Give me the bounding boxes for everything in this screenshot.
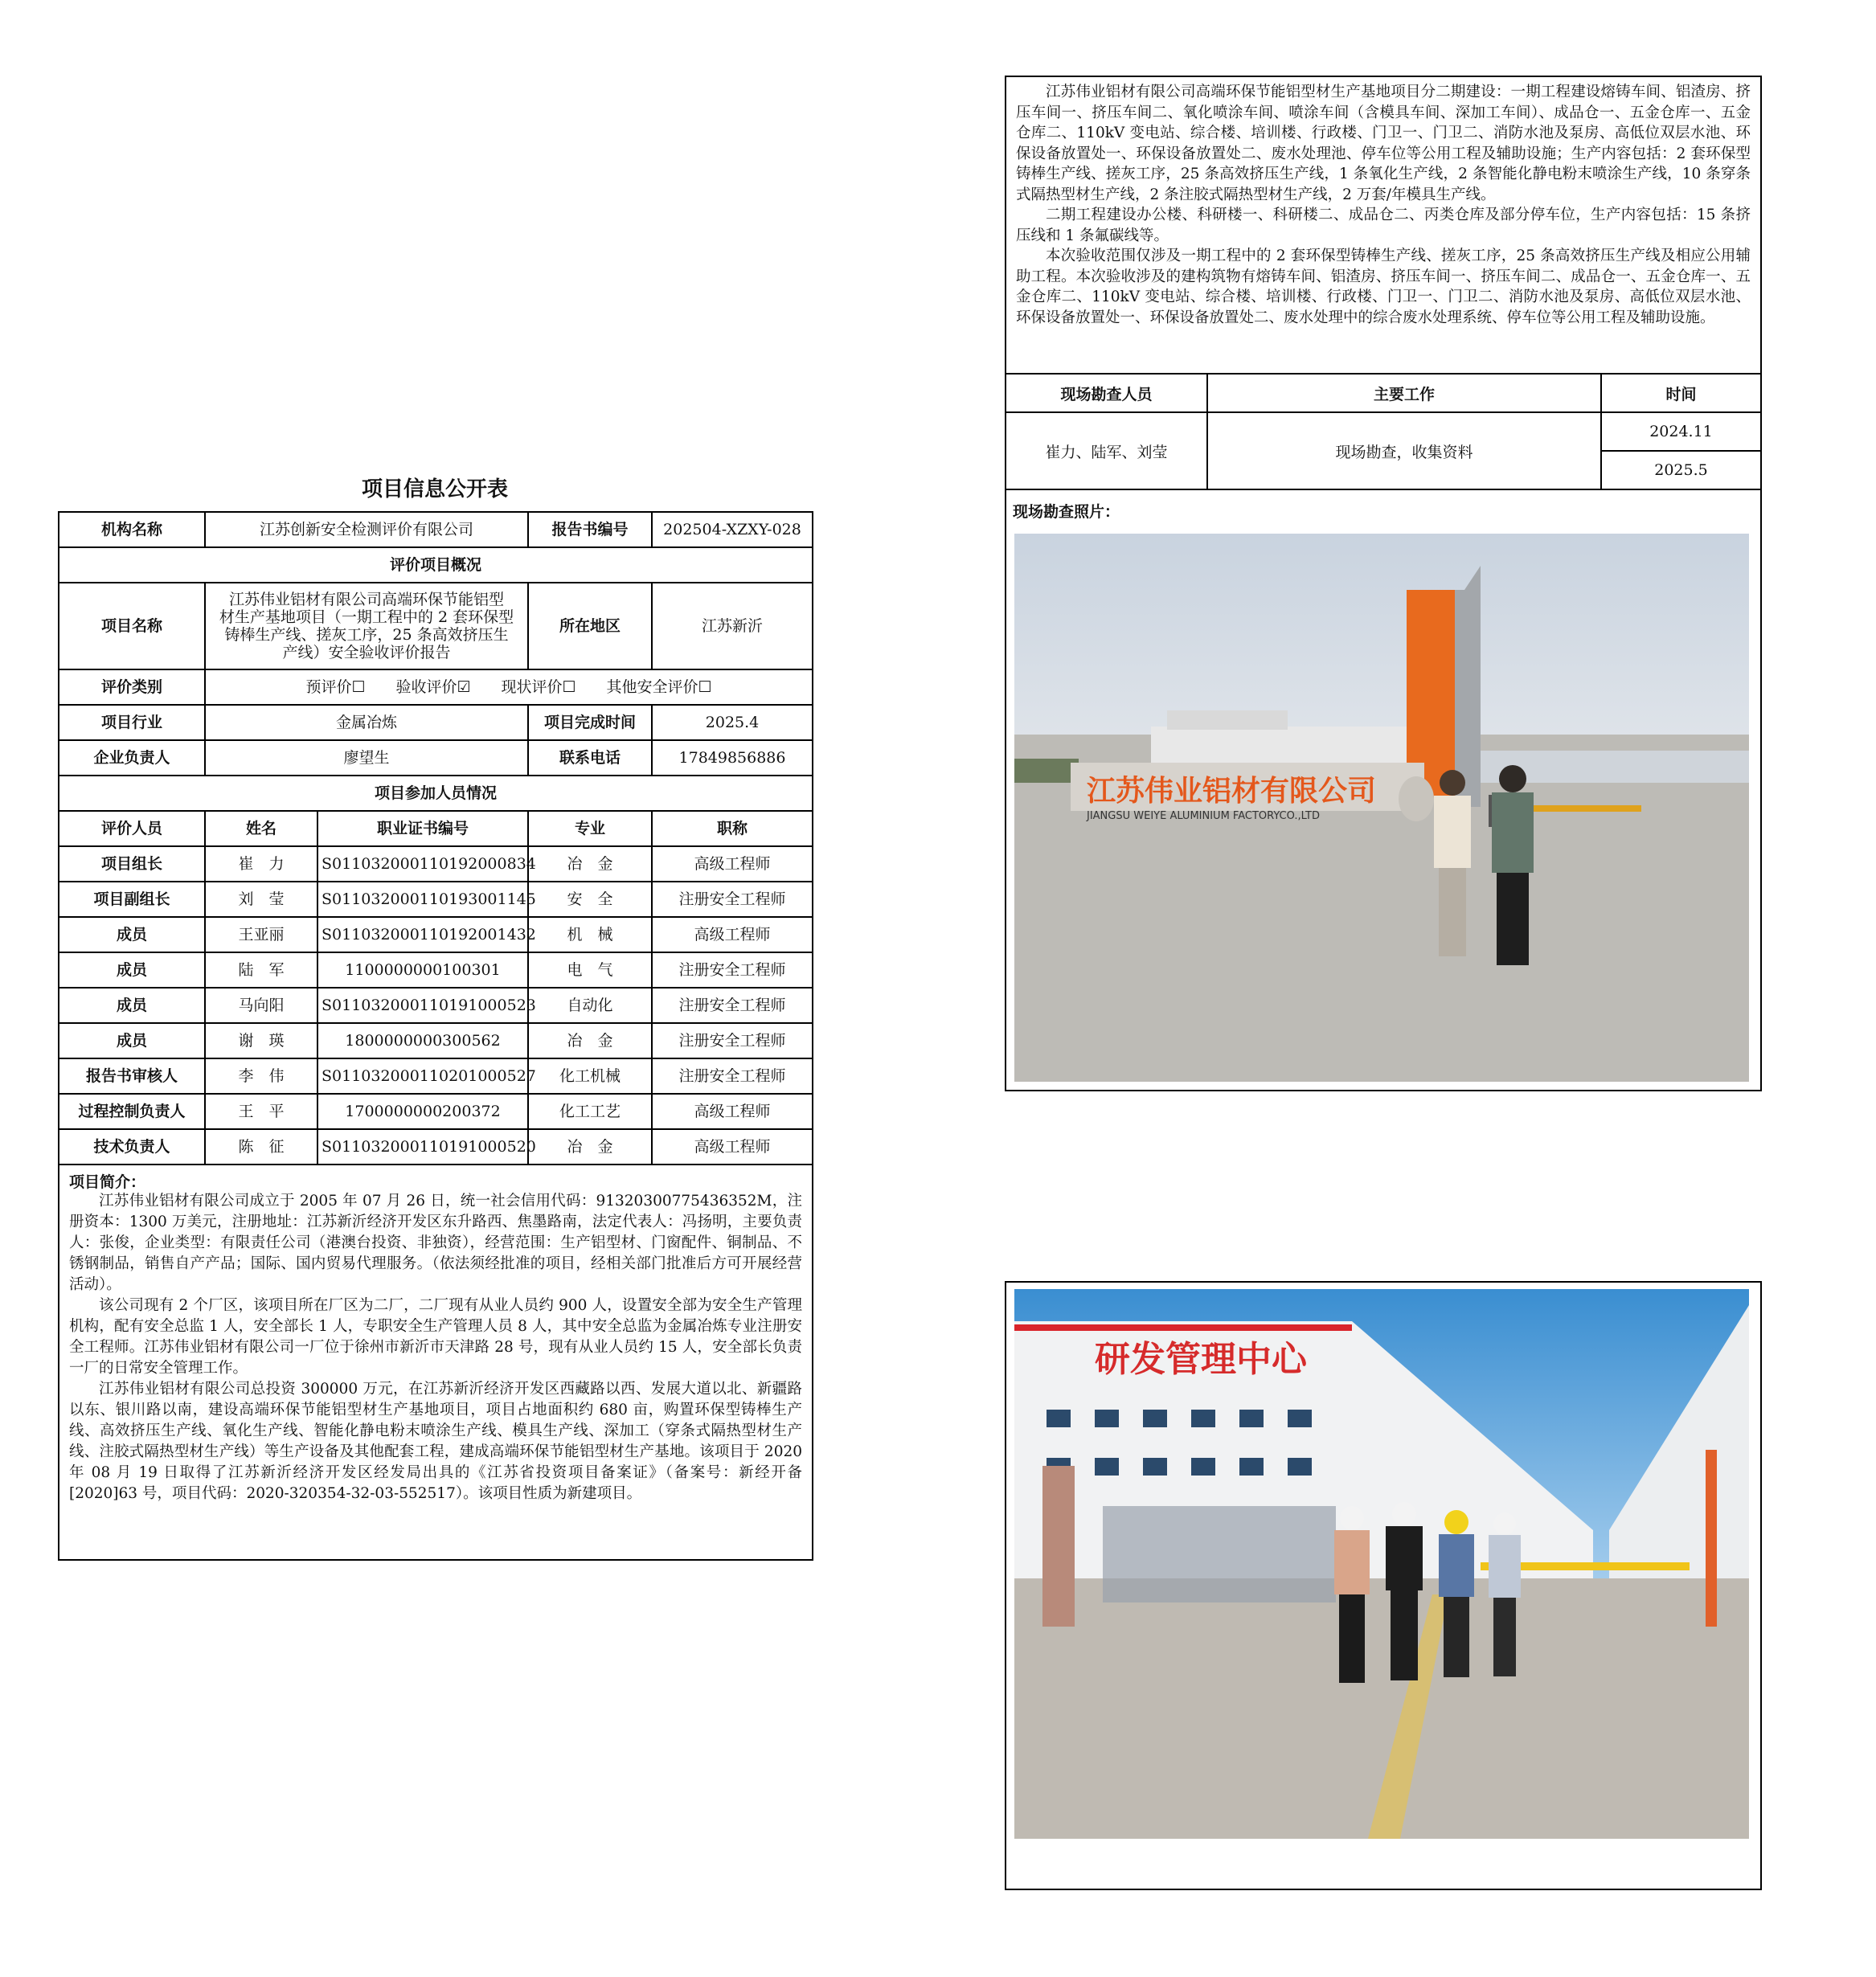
cell: 注册安全工程师 (652, 1023, 813, 1058)
report-no-label: 报告书编号 (528, 512, 652, 547)
factory-sign-text: 江苏伟业铝材有限公司 (1087, 775, 1377, 808)
table-row (59, 1023, 813, 1058)
cell: 1100000000100301 (317, 952, 528, 988)
intro-paragraph: 江苏伟业铝材有限公司成立于 2005 年 07 月 26 日，统一社会信用代码：91320300775436352M，注册资本：1300 万美元，注册地址：江苏新沂经济开发区东升路西、焦墨路南，法定代表人：冯扬明，主要负责人：张俊，企业类型：有限责任公司（港澳台投资、非独资），经营范围：生产铝型材、门窗配件、铜制品、不锈钢制品，销售自产产品；国际、国内贸易代理服务。（依法须经批准的项目，经相关部门批准后方可开展经营活动）。 (69, 1193, 803, 1293)
project-name-label: 项目名称 (59, 583, 205, 669)
cell: 冶 金 (528, 1129, 652, 1165)
cell: 高级工程师 (652, 1094, 813, 1129)
industry-label: 项目行业 (59, 705, 205, 740)
survey-date: 2024.11 (1601, 412, 1760, 451)
personnel-header: 项目参加人员情况 (59, 776, 813, 811)
cell: 王亚丽 (205, 917, 317, 952)
cell: 注册安全工程师 (652, 1058, 813, 1094)
col-name: 姓名 (205, 811, 317, 846)
col-role: 评价人员 (59, 811, 205, 846)
description-paragraph: 江苏伟业铝材有限公司高端环保节能铝型材生产基地项目分二期建设：一期工程建设熔铸车间、铝渣房、挤压车间一、挤压车间二、氧化喷涂车间、喷涂车间（含模具车间、深加工车间）、成品仓一、五金仓库一、五金仓库二、110kV 变电站、综合楼、培训楼、行政楼、门卫一、门卫二、消防水池及泵房、高低位双层水池、环保设备放置处一、环保设备放置处二、废水处理池、停车位等公用工程及辅助设施；生产内容包括：2 套环保型铸棒生产线、搓灰工序，25 条高效挤压生产线，1 条氧化生产线，2 条智能化静电粉末喷涂生产线，10 条穿条式隔热型材生产线，2 条注胶式隔热型材生产线，2 万套/年模具生产线。 (1016, 84, 1751, 203)
cell: 1700000000200372 (317, 1094, 528, 1129)
cell: 化工机械 (528, 1058, 652, 1094)
intro-title: 项目简介： (69, 1173, 146, 1191)
category-label: 评价类别 (59, 669, 205, 705)
col-title: 职称 (652, 811, 813, 846)
category-options: 预评价☐ 验收评价☑ 现状评价☐ 其他安全评价☐ (205, 669, 813, 705)
survey-box (1005, 76, 1762, 1091)
cell: 安 全 (528, 882, 652, 917)
cell: 李 伟 (205, 1058, 317, 1094)
table-row (59, 882, 813, 917)
person-figure (1439, 1510, 1474, 1677)
intro-paragraph: 江苏伟业铝材有限公司总投资 300000 万元，在江苏新沂经济开发区西藏路以西、发展大道以北、新疆路以东、银川路以南，建设高端环保节能铝型材生产基地项目，项目占地面积约 680 亩，购置环保型铸棒生产线、高效挤压生产线、氧化生产线、智能化静电粉末喷涂生产线、模具生产线、深加工（穿条式隔热型材生产线、注胶式隔热型材生产线）等生产设备及其他配套工程，建成高端环保节能铝型材生产基地。该项目于 2020 年 08 月 19 日取得了江苏新沂经济开发区经发局出具的《江苏省投资项目备案证》（备案号：新经开备[2020]63 号，项目代码：2020-320354-32-03-552517）。该项目性质为新建项目。 (69, 1381, 803, 1502)
cell: 电 气 (528, 952, 652, 988)
table-row (59, 917, 813, 952)
cell: 刘 莹 (205, 882, 317, 917)
cell: 冶 金 (528, 846, 652, 882)
location: 江苏新沂 (652, 583, 813, 669)
manager: 廖望生 (205, 740, 528, 776)
photos-label: 现场勘查照片： (1013, 503, 1120, 521)
col-major: 专业 (528, 811, 652, 846)
industry: 金属冶炼 (205, 705, 528, 740)
cell: 陆 军 (205, 952, 317, 988)
person-figure (1386, 1502, 1423, 1680)
table-row (59, 1058, 813, 1094)
project-description (1006, 77, 1760, 375)
col-people: 现场勘查人员 (1006, 375, 1207, 412)
phone: 17849856886 (652, 740, 813, 776)
cell: 王 平 (205, 1094, 317, 1129)
person-figure (1434, 770, 1471, 956)
cell: 报告书审核人 (59, 1058, 205, 1094)
phone-label: 联系电话 (528, 740, 652, 776)
cell: S011032000110191000520 (317, 1129, 528, 1165)
project-name: 江苏伟业铝材有限公司高端环保节能铝型 材生产基地项目（一期工程中的 2 套环保型 铸棒生产线、搓灰工序，25 条高效挤压生 产线）安全验收评价报告 (205, 583, 528, 669)
person-figure (1489, 1512, 1521, 1676)
intro-paragraph: 该公司现有 2 个厂区，该项目所在厂区为二厂，二厂现有从业人员约 900 人，设置安全部为安全生产管理机构，配有安全总监 1 人，安全部长 1 人，专职安全生产管理人员 8 人，其中安全总监为金属冶炼专业注册安全工程师。江苏伟业铝材有限公司一厂位于徐州市新沂市天津路 28 号，现有从业人员约 15 人，安全部长负责一厂的日常安全管理工作。 (69, 1297, 803, 1377)
building-sign-text: 研发管理中心 (1095, 1339, 1307, 1380)
person-figure (1492, 765, 1534, 965)
col-cert: 职业证书编号 (317, 811, 528, 846)
col-work: 主要工作 (1207, 375, 1601, 412)
cell: 陈 征 (205, 1129, 317, 1165)
cell: S011032000110191000523 (317, 988, 528, 1023)
cell: S011032000110201000527 (317, 1058, 528, 1094)
manager-label: 企业负责人 (59, 740, 205, 776)
survey-people: 崔力、陆军、刘莹 (1006, 412, 1207, 489)
cell: 崔 力 (205, 846, 317, 882)
table-row (59, 952, 813, 988)
site-photo-entrance (1014, 534, 1749, 1082)
table-row (59, 988, 813, 1023)
cell: 注册安全工程师 (652, 988, 813, 1023)
completion-label: 项目完成时间 (528, 705, 652, 740)
survey-table (1006, 375, 1760, 490)
cell: 注册安全工程师 (652, 952, 813, 988)
site-photo-rd-center (1014, 1289, 1749, 1839)
person-figure (1334, 1506, 1370, 1683)
col-time: 时间 (1601, 375, 1760, 412)
overview-header: 评价项目概况 (59, 547, 813, 583)
cell: 成员 (59, 988, 205, 1023)
location-label: 所在地区 (528, 583, 652, 669)
cell: 冶 金 (528, 1023, 652, 1058)
cell: 成员 (59, 952, 205, 988)
cell: 化工工艺 (528, 1094, 652, 1129)
cell: S011032000110192000834 (317, 846, 528, 882)
cell: 成员 (59, 1023, 205, 1058)
cell: S011032000110193001145 (317, 882, 528, 917)
cell: 成员 (59, 917, 205, 952)
cell: 项目副组长 (59, 882, 205, 917)
cell: 过程控制负责人 (59, 1094, 205, 1129)
org-label: 机构名称 (59, 512, 205, 547)
cell: 高级工程师 (652, 846, 813, 882)
description-paragraph: 本次验收范围仅涉及一期工程中的 2 套环保型铸棒生产线、搓灰工序，25 条高效挤压生产线及相应公用辅助工程。本次验收涉及的建构筑物有熔铸车间、铝渣房、挤压车间一、挤压车间二、成品仓一、五金仓库一、五金仓库二、110kV 变电站、综合楼、培训楼、行政楼、门卫一、门卫二、消防水池及泵房、高低位双层水池、环保设备放置处一、环保设备放置处二、废水处理中的综合废水处理系统、停车位等公用工程及辅助设施。 (1016, 248, 1751, 326)
survey-date: 2025.5 (1601, 451, 1760, 489)
completion: 2025.4 (652, 705, 813, 740)
cell: 注册安全工程师 (652, 882, 813, 917)
cell: 技术负责人 (59, 1129, 205, 1165)
org-value: 江苏创新安全检测评价有限公司 (205, 512, 528, 547)
cell: S011032000110192001432 (317, 917, 528, 952)
cell: 1800000000300562 (317, 1023, 528, 1058)
cell: 高级工程师 (652, 1129, 813, 1165)
page-title: 项目信息公开表 (361, 477, 508, 501)
report-no: 202504-XZXY-028 (652, 512, 813, 547)
table-row (59, 1129, 813, 1165)
photo-box (1005, 1281, 1762, 1890)
cell: 马向阳 (205, 988, 317, 1023)
table-row (59, 846, 813, 882)
cell: 高级工程师 (652, 917, 813, 952)
survey-work: 现场勘查，收集资料 (1207, 412, 1601, 489)
project-intro (59, 1165, 813, 1560)
description-paragraph: 二期工程建设办公楼、科研楼一、科研楼二、成品仓二、丙类仓库及部分停车位，生产内容包括：15 条挤压线和 1 条氟碳线等。 (1016, 207, 1751, 244)
cell: 谢 瑛 (205, 1023, 317, 1058)
cell: 机 械 (528, 917, 652, 952)
factory-sign-en: JIANGSU WEIYE ALUMINIUM FACTORYCO.,LTD (1087, 810, 1321, 822)
table-row (59, 1094, 813, 1129)
info-table (58, 511, 813, 1561)
cell: 项目组长 (59, 846, 205, 882)
cell: 自动化 (528, 988, 652, 1023)
